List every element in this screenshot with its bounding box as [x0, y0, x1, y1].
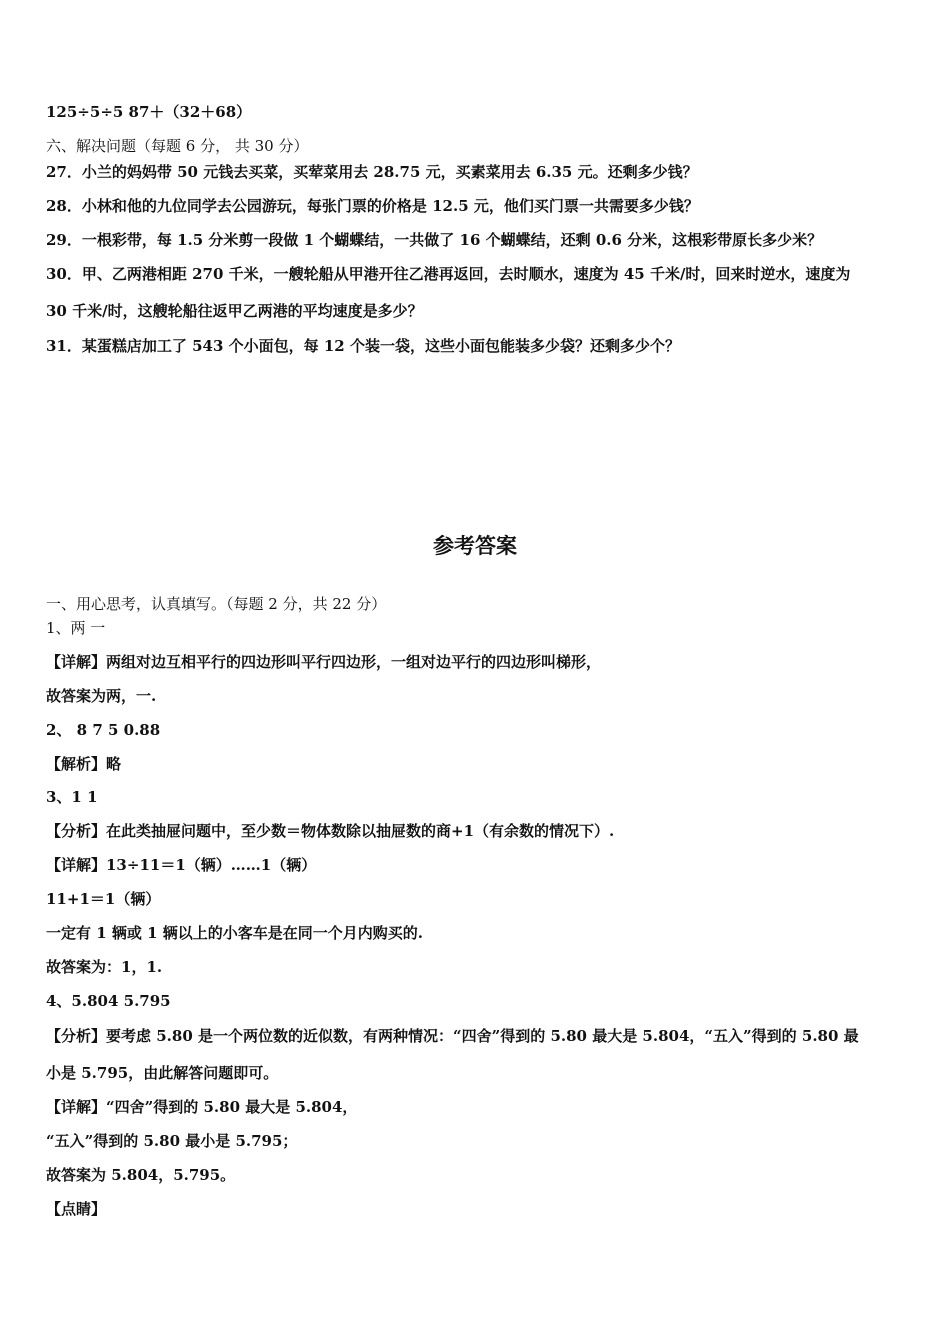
answer-3-step3: 一定有 1 辆或 1 辆以上的小客车是在同一个月内购买的. — [46, 924, 423, 942]
answer-3-step2: 11+1＝1（辆） — [46, 890, 161, 908]
question-29: 29．一根彩带，每 1.5 分米剪一段做 1 个蝴蝶结，一共做了 16 个蝴蝶结，还剩 0.6 分米，这根彩带原长多少米？ — [46, 231, 823, 249]
answer-2: 2、 8 7 5 0.88 — [46, 721, 161, 739]
answer-4-analysis-line2: 小是 5.795，由此解答问题即可。 — [46, 1064, 279, 1082]
answers-title: 参考答案 — [433, 534, 517, 558]
answer-3-analysis: 【分析】在此类抽屉问题中，至少数＝物体数除以抽屉数的商+1（有余数的情况下）. — [46, 822, 615, 840]
answer-1-conclusion: 故答案为两，一. — [46, 687, 157, 705]
question-27: 27．小兰的妈妈带 50 元钱去买菜，买荤菜用去 28.75 元，买素菜用去 6.35 元。还剩多少钱？ — [46, 163, 698, 181]
answer-4-conclusion: 故答案为 5.804，5.795。 — [46, 1166, 236, 1184]
answer-4-analysis-line1: 【分析】要考虑 5.80 是一个两位数的近似数，有两种情况：“四舍”得到的 5.80 最大是 5.804，“五入”得到的 5.80 最 — [46, 1027, 859, 1045]
question-30-line2: 30 千米/时，这艘轮船往返甲乙两港的平均速度是多少？ — [46, 302, 423, 320]
answer-1-detail: 【详解】两组对边互相平行的四边形叫平行四边形，一组对边平行的四边形叫梯形， — [46, 653, 602, 671]
answers-section-1-heading: 一、用心思考，认真填写。（每题 2 分，共 22 分） — [46, 595, 387, 613]
answer-3-detail: 【详解】13÷11＝1（辆）……1（辆） — [46, 856, 317, 874]
question-30-line1: 30．甲、乙两港相距 270 千米，一艘轮船从甲港开往乙港再返回，去时顺水，速度为 45 千米/时，回来时逆水，速度为 — [46, 265, 851, 283]
answer-1: 1、两 一 — [46, 619, 106, 637]
answer-3-conclusion: 故答案为：1，1. — [46, 958, 163, 976]
section-6-heading: 六、解决问题（每题 6 分， 共 30 分） — [46, 137, 309, 155]
question-31: 31．某蛋糕店加工了 543 个小面包，每 12 个装一袋，这些小面包能装多少袋？还剩多少个？ — [46, 337, 680, 355]
answer-4-detail: 【详解】“四舍”得到的 5.80 最大是 5.804， — [46, 1098, 358, 1116]
answer-4-pointer: 【点睛】 — [46, 1200, 107, 1218]
calc-expressions: 125÷5÷5 87＋（32＋68） — [46, 103, 252, 121]
answer-4-step2: “五入”得到的 5.80 最小是 5.795； — [46, 1132, 298, 1150]
answer-4: 4、5.804 5.795 — [46, 992, 171, 1010]
question-28: 28．小林和他的九位同学去公园游玩，每张门票的价格是 12.5 元，他们买门票一共需要多少钱？ — [46, 197, 699, 215]
answer-3: 3、1 1 — [46, 788, 98, 806]
answer-2-analysis: 【解析】略 — [46, 755, 122, 773]
